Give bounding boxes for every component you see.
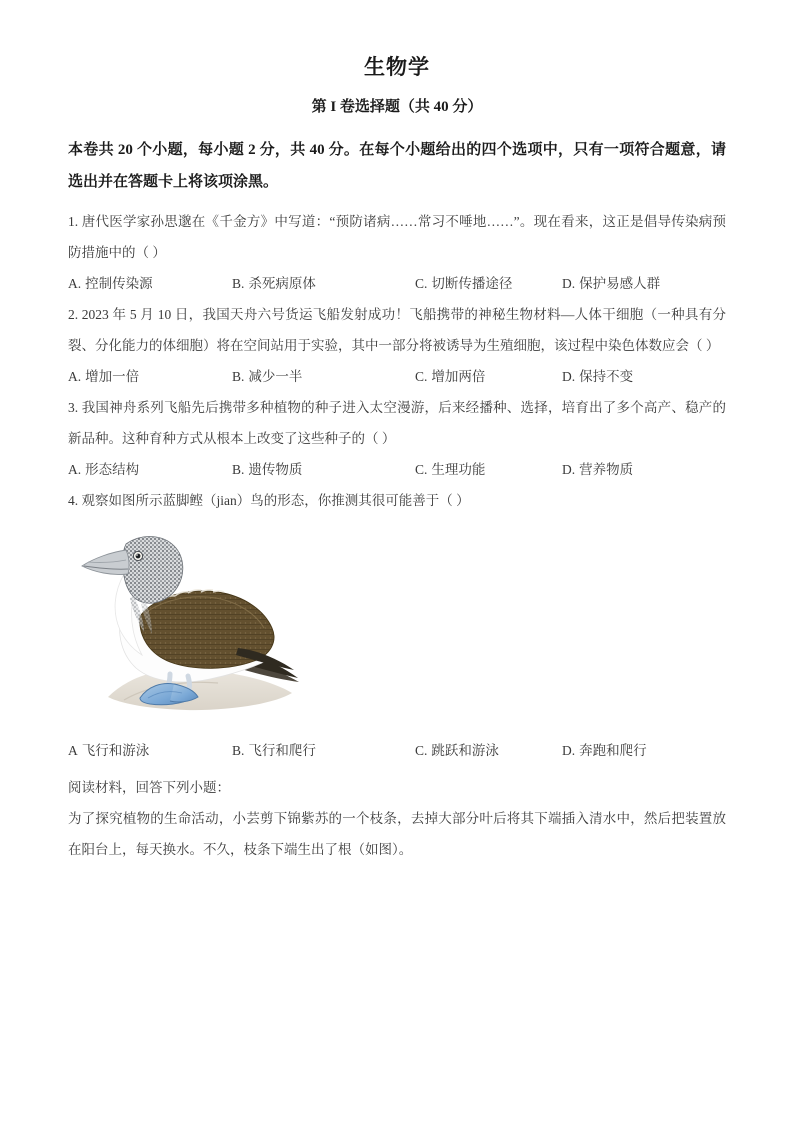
option-b-label: B. (232, 742, 245, 758)
option-c-label: C. (415, 368, 428, 384)
question-block-4 (68, 485, 726, 766)
option-d[interactable] (562, 454, 633, 485)
option-b-text: 飞行和爬行 (248, 742, 316, 758)
option-c-label: C. (415, 742, 428, 758)
blue-footed-booby-illustration (78, 522, 313, 727)
option-c[interactable] (415, 735, 499, 766)
option-d-label: D. (562, 368, 576, 384)
option-d[interactable] (562, 268, 660, 299)
option-c-text: 增加两倍 (431, 368, 486, 384)
option-c-text: 生理功能 (431, 461, 486, 477)
option-b[interactable] (232, 361, 302, 392)
option-a-text: 增加一倍 (85, 368, 140, 384)
question-stem: 2. 2023 年 5 月 10 日，我国天舟六号货运飞船发射成功！飞船携带的神秘生物材料—人体干细胞（一种具有分裂、分化能力的体细胞）将在空间站用于实验，其中一部分将被诱导为生殖细胞，该过程中染色体数应会（ ） (68, 306, 726, 353)
question-options (68, 268, 726, 299)
option-b[interactable] (232, 268, 316, 299)
question-block-2 (68, 299, 726, 392)
page-content (68, 55, 726, 865)
option-d-label: D. (562, 275, 576, 291)
question-stem: 1. 唐代医学家孙思邈在《千金方》中写道：“预防诸病……常习不唾地……”。现在看来，这正是倡导传染病预防措施中的（ ） (68, 213, 726, 260)
option-a[interactable] (68, 268, 153, 299)
option-a-text: 飞行和游泳 (81, 742, 150, 758)
question-options (68, 454, 726, 485)
option-d[interactable] (562, 735, 647, 766)
option-a-label: A. (68, 461, 82, 477)
option-b-label: B. (232, 368, 245, 384)
option-c-text: 跳跃和游泳 (431, 742, 499, 758)
question-4-figure (68, 520, 726, 735)
option-a-text: 控制传染源 (85, 275, 153, 291)
option-c-label: C. (415, 275, 428, 291)
option-d[interactable] (562, 361, 633, 392)
option-c-label: C. (415, 461, 428, 477)
option-c[interactable] (415, 454, 485, 485)
option-b-text: 杀死病原体 (248, 275, 316, 291)
option-b[interactable] (232, 735, 316, 766)
option-d-text: 保护易感人群 (579, 275, 661, 291)
option-a[interactable] (68, 735, 149, 766)
question-stem: 3. 我国神舟系列飞船先后携带多种植物的种子进入太空漫游，后来经播种、选择，培育出了多个高产、稳产的新品种。这种育种方式从根本上改变了这些种子的（ ） (68, 399, 726, 446)
question-stem: 4. 观察如图所示蓝脚鲣（jian）鸟的形态，你推测其很可能善于（ ） (68, 492, 470, 508)
option-c[interactable] (415, 268, 512, 299)
exam-instructions: 本卷共 20 个小题，每小题 2 分，共 40 分。在每个小题给出的四个选项中，只有一项符合题意，请选出并在答题卡上将该项涂黑。 (68, 141, 726, 190)
option-d-text: 奔跑和爬行 (579, 742, 647, 758)
option-a[interactable] (68, 454, 139, 485)
option-a[interactable] (68, 361, 139, 392)
option-a-label: A. (68, 275, 82, 291)
option-b-label: B. (232, 461, 245, 477)
option-b[interactable] (232, 454, 302, 485)
option-b-text: 减少一半 (248, 368, 303, 384)
question-options (68, 361, 726, 392)
option-c-text: 切断传播途径 (431, 275, 513, 291)
option-a-label: A (68, 742, 78, 758)
option-a-label: A. (68, 368, 82, 384)
option-d-label: D. (562, 742, 576, 758)
reading-material-block (68, 772, 726, 865)
option-d-text: 营养物质 (579, 461, 634, 477)
option-a-text: 形态结构 (85, 461, 140, 477)
material-body: 为了探究植物的生命活动，小芸剪下锦紫苏的一个枝条，去掉大部分叶后将其下端插入清水中，然后把装置放在阳台上，每天换水。不久，枝条下端生出了根（如图）。 (68, 810, 726, 857)
question-block-3 (68, 392, 726, 485)
question-block-1 (68, 206, 726, 299)
option-d-label: D. (562, 461, 576, 477)
section-title: 第 I 卷选择题（共 40 分） (311, 99, 483, 116)
option-d-text: 保持不变 (579, 368, 634, 384)
option-c[interactable] (415, 361, 485, 392)
page-title: 生物学 (364, 55, 430, 79)
material-prompt: 阅读材料，回答下列小题： (68, 779, 230, 795)
question-options (68, 735, 726, 766)
option-b-text: 遗传物质 (248, 461, 303, 477)
option-b-label: B. (232, 275, 245, 291)
